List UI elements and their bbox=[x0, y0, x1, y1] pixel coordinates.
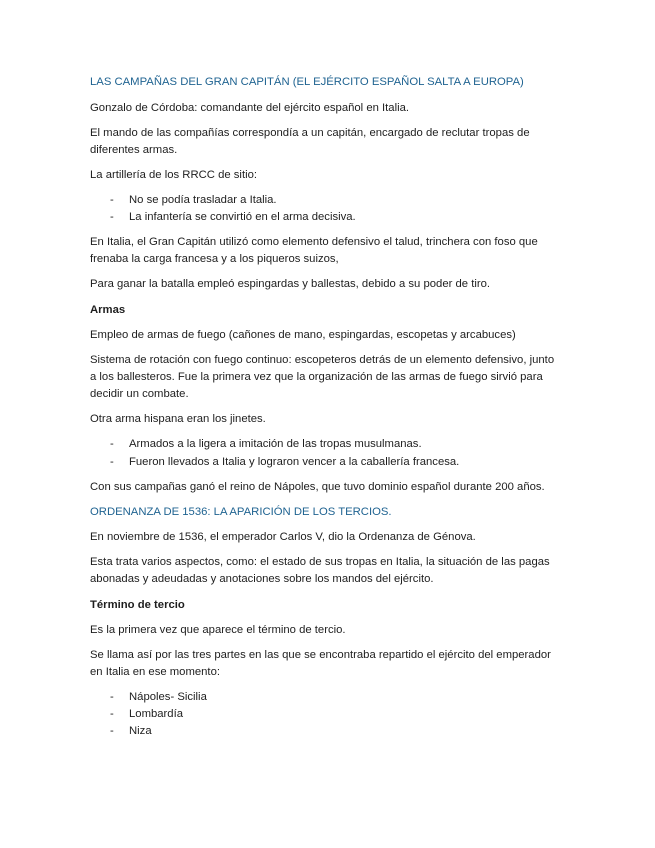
list-dash: - bbox=[110, 725, 114, 737]
paragraph-talud-line2: frenaba la carga francesa y a los piqueros suizos, bbox=[90, 253, 339, 265]
list-item-text: La infantería se convirtió en el arma decisiva. bbox=[129, 211, 356, 223]
paragraph-jinetes: Otra arma hispana eran los jinetes. bbox=[90, 413, 266, 425]
paragraph-artilleria: La artillería de los RRCC de sitio: bbox=[90, 169, 258, 181]
paragraph-aspectos-line2: abonadas y adeudadas y anotaciones sobre los mandos del ejército. bbox=[90, 573, 434, 585]
list-dash: - bbox=[110, 708, 114, 720]
list-dash: - bbox=[110, 438, 114, 450]
list-item-text: Niza bbox=[129, 725, 152, 737]
paragraph-primera-vez: Es la primera vez que aparece el término de tercio. bbox=[90, 624, 346, 636]
list-item-text: Armados a la ligera a imitación de las tropas musulmanas. bbox=[129, 438, 422, 450]
list-item-text: Nápoles- Sicilia bbox=[129, 691, 207, 703]
paragraph-batalla: Para ganar la batalla empleó espingardas y ballestas, debido a su poder de tiro. bbox=[90, 278, 491, 290]
section-title-ordenanza: ORDENANZA DE 1536: LA APARICIÓN DE LOS TERCIOS. bbox=[90, 506, 392, 518]
paragraph-armas-fuego: Empleo de armas de fuego (cañones de mano, espingardas, escopetas y arcabuces) bbox=[90, 329, 516, 341]
list-item-text: Lombardía bbox=[129, 708, 184, 720]
paragraph-aspectos-line1: Esta trata varios aspectos, como: el estado de sus tropas en Italia, la situación de las pagas bbox=[90, 556, 550, 568]
subheading-armas: Armas bbox=[90, 304, 126, 316]
paragraph-gonzalo: Gonzalo de Córdoba: comandante del ejército español en Italia. bbox=[90, 102, 410, 114]
paragraph-mando-line2: diferentes armas. bbox=[90, 144, 178, 156]
paragraph-tres-partes-line1: Se llama así por las tres partes en las que se encontraba repartido el ejército del emperador bbox=[90, 649, 551, 661]
paragraph-mando-line1: El mando de las compañías correspondía a un capitán, encargado de reclutar tropas de bbox=[90, 127, 530, 139]
list-dash: - bbox=[110, 194, 114, 206]
paragraph-talud-line1: En Italia, el Gran Capitán utilizó como elemento defensivo el talud, trinchera con foso que bbox=[90, 236, 538, 248]
paragraph-napoles: Con sus campañas ganó el reino de Nápoles, que tuvo dominio español durante 200 años. bbox=[90, 481, 545, 493]
list-item-text: Fueron llevados a Italia y lograron vencer a la caballería francesa. bbox=[129, 456, 460, 468]
subheading-termino-tercio: Término de tercio bbox=[90, 599, 185, 611]
paragraph-noviembre: En noviembre de 1536, el emperador Carlos V, dio la Ordenanza de Génova. bbox=[90, 531, 476, 543]
paragraph-rotacion-line2: a los ballesteros. Fue la primera vez que la organización de las armas de fuego sirvió para bbox=[90, 371, 543, 383]
paragraph-rotacion-line1: Sistema de rotación con fuego continuo: escopeteros detrás de un elemento defensivo, junto bbox=[90, 354, 555, 366]
paragraph-rotacion-line3: decidir un combate. bbox=[90, 388, 189, 400]
list-dash: - bbox=[110, 211, 114, 223]
paragraph-tres-partes-line2: en Italia en ese momento: bbox=[90, 666, 220, 678]
list-item-text: No se podía trasladar a Italia. bbox=[129, 194, 277, 206]
list-dash: - bbox=[110, 691, 114, 703]
section-title-campanas: LAS CAMPAÑAS DEL GRAN CAPITÁN (EL EJÉRCITO ESPAÑOL SALTA A EUROPA) bbox=[90, 76, 524, 88]
list-dash: - bbox=[110, 456, 114, 468]
